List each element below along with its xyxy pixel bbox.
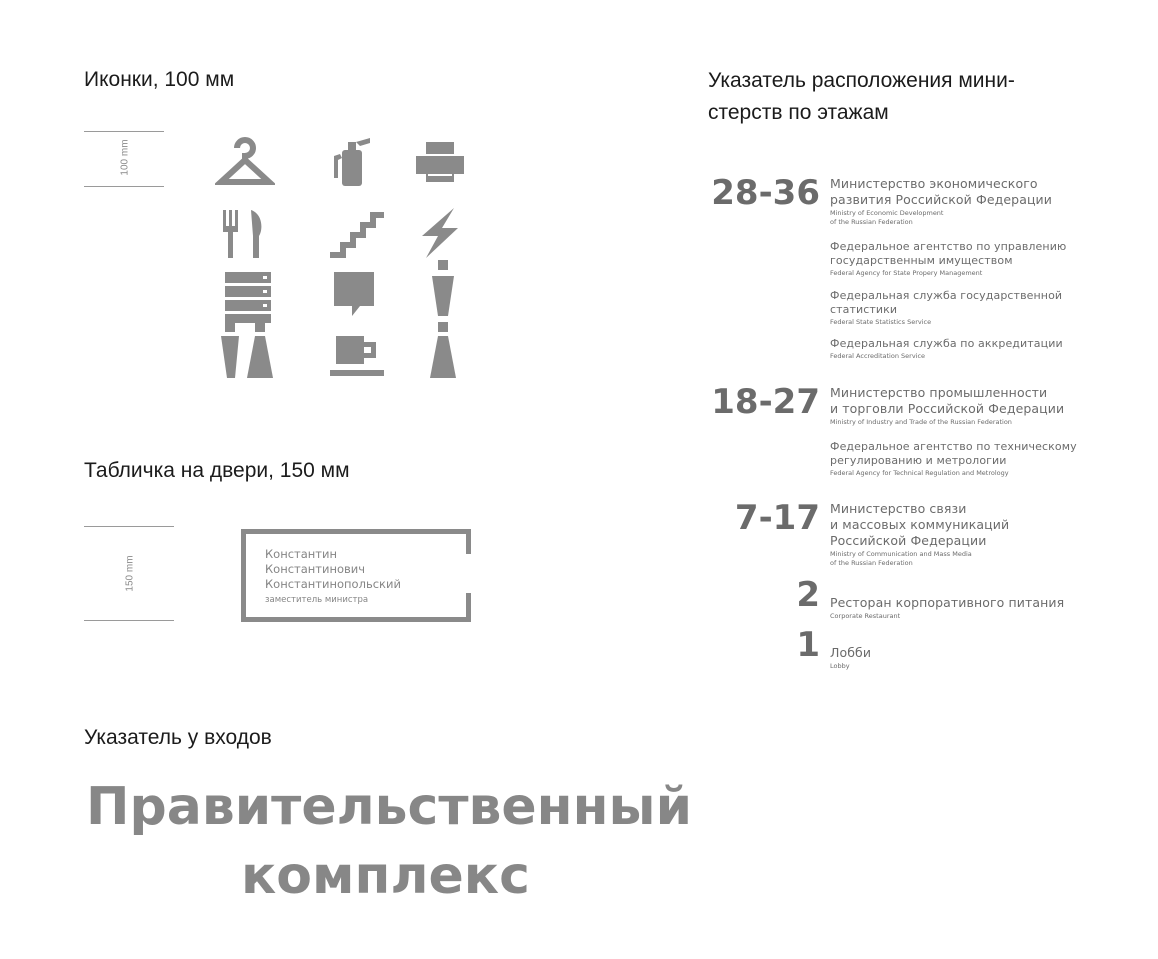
org-name-ru: Федеральное агентство по управлению bbox=[830, 240, 1067, 253]
org-entry bbox=[830, 595, 1130, 621]
server-icon bbox=[215, 266, 275, 326]
org-entry bbox=[830, 176, 1130, 227]
org-name-ru: государственным имуществом bbox=[830, 254, 1013, 267]
floor-number: 28-36 bbox=[711, 173, 820, 213]
org-name-ru: статистики bbox=[830, 303, 898, 316]
org-name-ru: регулированию и метрологии bbox=[830, 454, 1007, 467]
cutlery-icon bbox=[215, 202, 275, 262]
org-name-en: Federal State Statistics Service bbox=[830, 318, 932, 326]
printer-icon bbox=[410, 130, 470, 190]
door-plate-name bbox=[265, 547, 401, 592]
org-name-ru: Министерство экономического bbox=[830, 176, 1038, 191]
org-name-ru: Министерство связи bbox=[830, 501, 967, 516]
entrance-sign-line2: комплекс bbox=[241, 846, 530, 906]
org-name-en: Lobby bbox=[830, 662, 850, 670]
org-name-en: of the Russian Federation bbox=[830, 218, 913, 226]
info-icon bbox=[410, 258, 470, 318]
floor-number: 7-17 bbox=[734, 498, 820, 538]
org-name-en: Federal Accreditation Service bbox=[830, 352, 926, 360]
org-name-ru: Российской Федерации bbox=[830, 533, 987, 548]
org-entry bbox=[830, 337, 1130, 361]
org-name-ru: Министерство промышленности bbox=[830, 385, 1048, 400]
org-name-ru: Федеральное агентство по техническому bbox=[830, 440, 1077, 453]
coffee-cup-icon bbox=[326, 322, 386, 382]
entrance-section-title: Указатель у входов bbox=[84, 726, 272, 749]
org-entry bbox=[830, 289, 1130, 327]
stairs-icon bbox=[326, 202, 386, 262]
plate-dimension-line-bottom bbox=[84, 620, 174, 621]
dimension-line-bottom bbox=[84, 186, 164, 187]
org-name-ru: Федеральная служба государственной bbox=[830, 289, 1063, 302]
door-plate-role: заместитель министра bbox=[265, 595, 369, 605]
female-icon bbox=[410, 320, 470, 380]
restroom-icon bbox=[215, 320, 275, 380]
door-plate-surname: Константинопольский bbox=[265, 577, 401, 591]
directory-section-title bbox=[708, 65, 1015, 129]
lightning-icon bbox=[410, 202, 470, 262]
org-name-en: Ministry of Economic Development bbox=[830, 209, 944, 217]
org-name-ru: развития Российской Федерации bbox=[830, 192, 1053, 207]
door-plate-first-name: Константин bbox=[265, 547, 337, 561]
fire-extinguisher-icon bbox=[326, 130, 386, 190]
org-name-en: Federal Agency for State Propery Management bbox=[830, 269, 983, 277]
floor-number: 2 bbox=[796, 575, 820, 615]
org-entry bbox=[830, 240, 1130, 278]
org-entry bbox=[830, 501, 1130, 568]
org-name-ru: Федеральная служба по аккредитации bbox=[830, 337, 1063, 350]
org-name-ru: Ресторан корпоративного питания bbox=[830, 595, 1065, 610]
door-plate-patronymic: Константинович bbox=[265, 562, 366, 576]
plate-dimension-line-top bbox=[84, 526, 174, 527]
org-name-ru: Лобби bbox=[830, 645, 872, 660]
door-plate-frame-right-top bbox=[466, 529, 471, 554]
org-name-en: Ministry of Communication and Mass Media bbox=[830, 550, 972, 558]
icons-section-title: Иконки, 100 мм bbox=[84, 68, 235, 91]
plate-dimension-label: 150 mm bbox=[124, 555, 136, 592]
org-entry bbox=[830, 385, 1130, 427]
org-name-en: Federal Agency for Technical Regulation and Metrology bbox=[830, 469, 1009, 477]
org-name-en: Ministry of Industry and Trade of the Russian Federation bbox=[830, 418, 1012, 426]
org-entry bbox=[830, 645, 1130, 671]
icons-dimension-label: 100 mm bbox=[119, 139, 131, 176]
floor-number: 1 bbox=[796, 625, 820, 665]
door-plate-section-title: Табличка на двери, 150 мм bbox=[84, 459, 350, 482]
org-name-en: of the Russian Federation bbox=[830, 559, 913, 567]
speech-bubble-icon bbox=[326, 266, 386, 326]
directory-title-line1: Указатель расположения мини- bbox=[708, 69, 1015, 92]
floor-number: 18-27 bbox=[711, 382, 820, 422]
hanger-icon bbox=[215, 130, 275, 190]
directory-title-line2: стерств по этажам bbox=[708, 101, 889, 124]
entrance-sign-line1: Правительственный bbox=[86, 777, 692, 837]
org-name-en: Corporate Restaurant bbox=[830, 612, 901, 620]
org-name-ru: и торговли Российской Федерации bbox=[830, 401, 1065, 416]
org-name-ru: и массовых коммуникаций bbox=[830, 517, 1010, 532]
org-entry bbox=[830, 440, 1130, 478]
door-plate-frame-right-bottom bbox=[466, 593, 471, 622]
